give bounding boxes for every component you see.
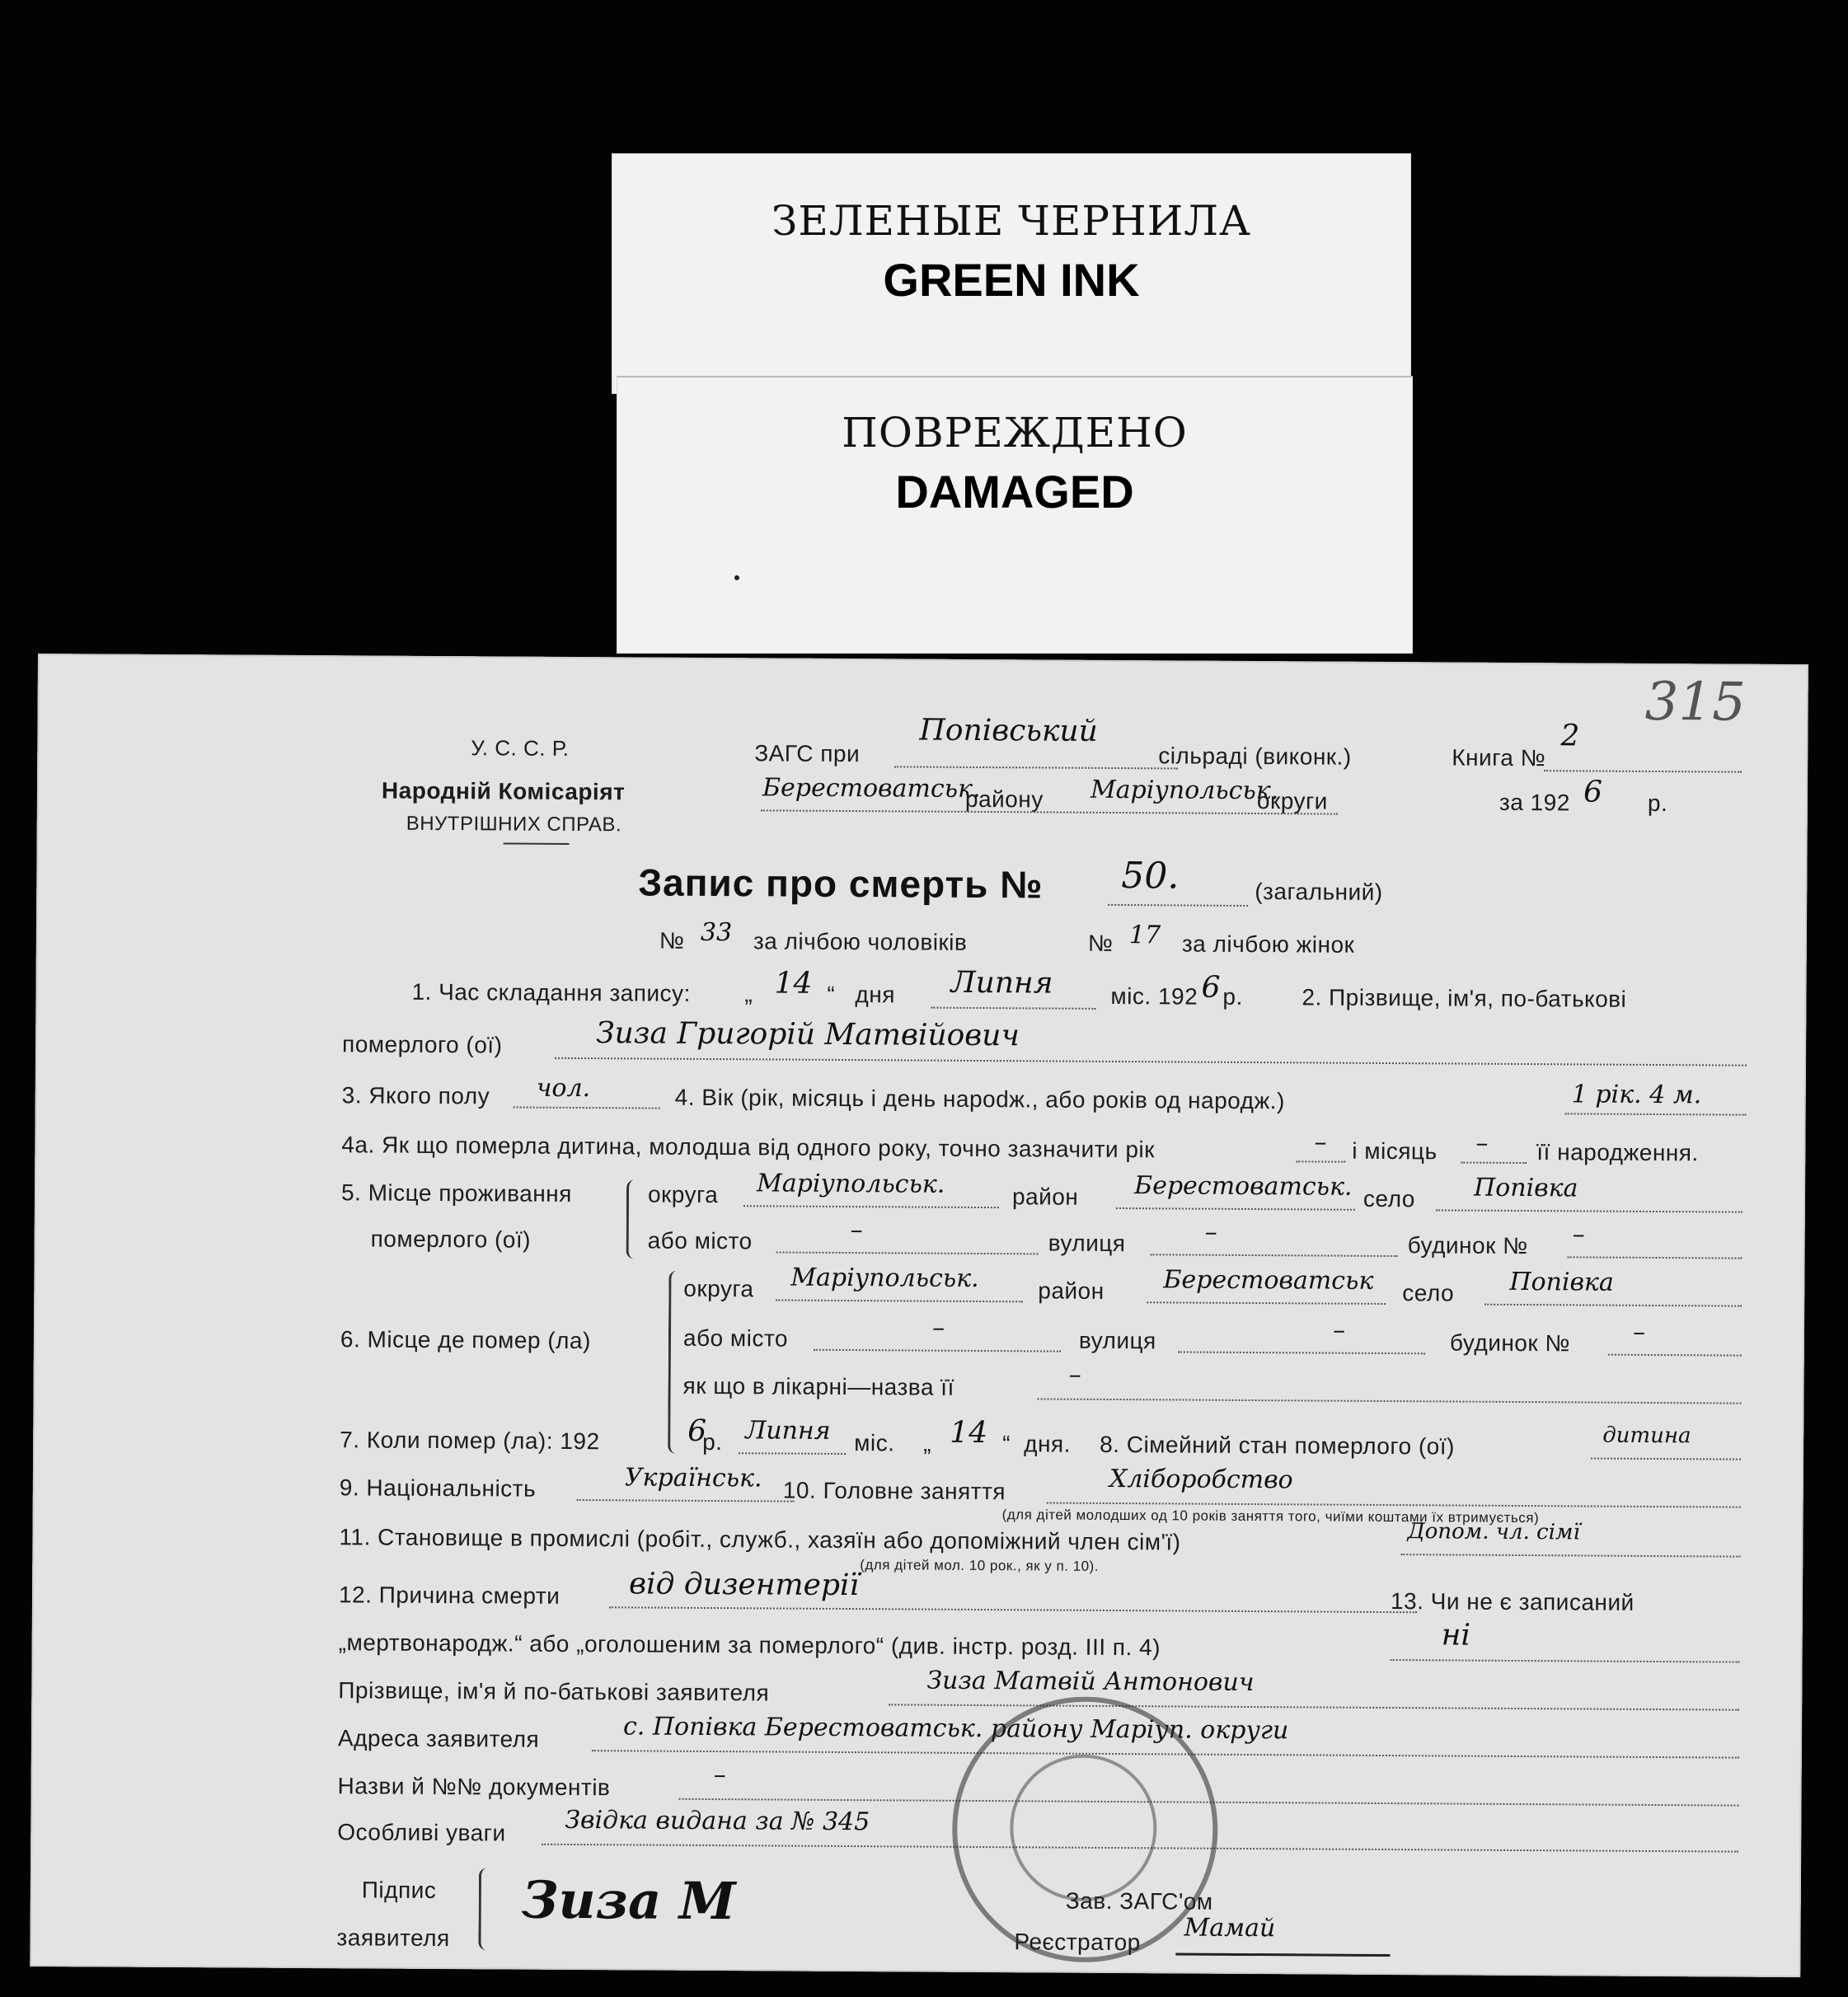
women-num-label: № bbox=[1087, 930, 1114, 956]
internal-affairs-label: ВНУТРІШНИХ СПРАВ. bbox=[406, 812, 622, 837]
f2-label2: померлого (ої) bbox=[342, 1031, 503, 1058]
f7-dnya: дня. bbox=[1024, 1431, 1072, 1457]
form-title: Запис про смерть № bbox=[638, 860, 1044, 907]
f11-note: (для дітей мол. 10 рок., як у п. 10). bbox=[860, 1557, 1100, 1574]
f1-label: 1. Час складання запису: bbox=[411, 978, 691, 1006]
women-count-label: за лічбою жінок bbox=[1181, 931, 1355, 958]
f1-day-hw: 14 bbox=[774, 966, 813, 1001]
green-ink-notice-card bbox=[612, 153, 1411, 394]
year-hw: 6 bbox=[1583, 775, 1603, 809]
registrar-signature: Мамай bbox=[1184, 1913, 1276, 1943]
dotted-line bbox=[1436, 1209, 1742, 1212]
f11-hw: Допом. чл. сімї bbox=[1407, 1519, 1580, 1545]
f5-label2: померлого (ої) bbox=[370, 1226, 532, 1253]
dotted-line bbox=[1178, 1351, 1425, 1354]
f1-quote-open: „ bbox=[744, 981, 753, 1007]
notes-label: Особливі уваги bbox=[337, 1819, 506, 1846]
dotted-line bbox=[577, 1499, 795, 1502]
dotted-line bbox=[1591, 1458, 1741, 1460]
dotted-line bbox=[1400, 1554, 1740, 1558]
registrar-label: Реєстратор bbox=[1014, 1929, 1141, 1956]
f6-selo: село bbox=[1402, 1280, 1455, 1306]
f7-quote-open: „ bbox=[923, 1430, 932, 1456]
docs-hw: – bbox=[713, 1760, 726, 1790]
damaged-ru-text: ПОВРЕЖДЕНО bbox=[842, 409, 1188, 457]
f6-bud: будинок № bbox=[1449, 1329, 1571, 1357]
dotted-line bbox=[761, 809, 1338, 814]
dotted-line bbox=[776, 1251, 1039, 1254]
dotted-line bbox=[1568, 1256, 1742, 1259]
f10-note: (для дітей молодших од 10 років заняття того, чиїми коштами їх втримується) bbox=[1001, 1507, 1540, 1526]
okrug-hw: Маріупольськ. bbox=[1090, 775, 1279, 806]
f6-label: 6. Місце де помер (ла) bbox=[340, 1326, 591, 1354]
f7-r: р. bbox=[702, 1428, 723, 1456]
dotted-line bbox=[609, 1606, 1417, 1613]
dotted-line bbox=[894, 766, 1178, 769]
f5-label: 5. Місце проживання bbox=[340, 1179, 572, 1207]
year-suffix: р. bbox=[1647, 790, 1668, 817]
dotted-line bbox=[1608, 1354, 1742, 1357]
f13-hw: ні bbox=[1441, 1618, 1471, 1652]
village-council-hw: Попівський bbox=[919, 713, 1098, 748]
dotted-line bbox=[1116, 1207, 1355, 1211]
sign-label1: Підпис bbox=[361, 1877, 437, 1903]
f5-okruga: округа bbox=[647, 1181, 719, 1208]
okrugy-label: округи bbox=[1256, 788, 1328, 814]
f5-brace bbox=[626, 1179, 641, 1259]
dotted-line bbox=[1544, 770, 1742, 772]
address-label: Адреса заявителя bbox=[337, 1725, 540, 1752]
dotted-line bbox=[931, 1007, 1095, 1010]
f2-label: 2. Прізвище, ім'я, по-батькові bbox=[1302, 984, 1627, 1012]
f5-okruga-hw: Маріупольськ. bbox=[756, 1169, 945, 1199]
dotted-line bbox=[739, 1452, 846, 1455]
f5-vul: вулиця bbox=[1048, 1230, 1126, 1257]
f5-selo: село bbox=[1363, 1185, 1415, 1212]
address-hw: с. Попівка Берестоватськ. району Маріуп. округи bbox=[622, 1712, 1289, 1746]
silradi-label: сільраді (виконк.) bbox=[1158, 743, 1352, 770]
f12-label: 12. Причина смерти bbox=[338, 1582, 560, 1609]
f7-quote-close: “ bbox=[1002, 1431, 1011, 1457]
ink-dot bbox=[734, 575, 739, 580]
dotted-line bbox=[1296, 1160, 1345, 1162]
f5-bud-hw: – bbox=[1572, 1220, 1585, 1249]
dotted-line bbox=[1565, 1113, 1747, 1115]
f6-misto: або місто bbox=[682, 1324, 789, 1352]
f12-hw: від дизентерії bbox=[628, 1567, 860, 1603]
general-label: (загальний) bbox=[1255, 879, 1383, 905]
dotted-line bbox=[514, 1107, 660, 1109]
sign-label2: заявителя bbox=[336, 1924, 450, 1952]
ussr-label: У. С. С. Р. bbox=[471, 735, 570, 761]
dotted-line bbox=[1147, 1301, 1386, 1305]
dotted-line bbox=[743, 1205, 999, 1208]
book-number-hw: 2 bbox=[1560, 719, 1580, 753]
year-label: за 192 bbox=[1499, 789, 1570, 816]
f5-rayon: район bbox=[1011, 1184, 1079, 1210]
damaged-notice-card bbox=[617, 376, 1413, 654]
f6-okruga-hw: Маріупольськ. bbox=[790, 1263, 979, 1293]
district-hw: Берестоватськ. bbox=[762, 773, 981, 804]
zags-label: ЗАГС при bbox=[754, 740, 861, 767]
f7-month-hw: Липня bbox=[745, 1416, 831, 1446]
men-num-label: № bbox=[659, 927, 685, 954]
f9-hw: Українськ. bbox=[624, 1463, 762, 1493]
f5-rayon-hw: Берестоватськ. bbox=[1133, 1171, 1353, 1202]
notes-hw: Звідка видана за № 345 bbox=[565, 1805, 870, 1837]
record-number-hw: 50. bbox=[1121, 855, 1180, 898]
f11-label: 11. Становище в промислі (робіт., служб., хазяїн або допоміжний член сім'ї) bbox=[339, 1524, 1181, 1555]
f7-label: 7. Коли помер (ла): 192 bbox=[340, 1427, 600, 1455]
f1-mis: міс. 192 bbox=[1110, 982, 1198, 1010]
f7-mis: міс. bbox=[854, 1430, 895, 1456]
rayonu-label: району bbox=[964, 785, 1044, 813]
f1-r: р. bbox=[1222, 983, 1243, 1010]
f1-month-hw: Липня bbox=[950, 965, 1053, 1001]
f9-label: 9. Національність bbox=[339, 1474, 537, 1502]
f6-brace bbox=[668, 1271, 682, 1454]
book-label: Книга № bbox=[1452, 744, 1546, 771]
f3-label: 3. Якого полу bbox=[341, 1082, 490, 1109]
deceased-name-hw: Зиза Григорій Матвійович bbox=[596, 1016, 1020, 1053]
green-ink-ru-text: ЗЕЛЕНЫЕ ЧЕРНИЛА bbox=[772, 197, 1251, 245]
applicant-signature: Зиза М bbox=[521, 1869, 736, 1932]
applicant-label: Прізвище, ім'я й по-батькові заявителя bbox=[338, 1677, 770, 1706]
f6-rayon: район bbox=[1038, 1277, 1105, 1304]
page-number: 315 bbox=[1644, 671, 1747, 734]
death-record-form bbox=[30, 654, 1808, 1977]
age-hw: 1 рік. 4 м. bbox=[1571, 1080, 1702, 1110]
f1-year-hw: 6 bbox=[1201, 970, 1221, 1005]
f5-bud: будинок № bbox=[1407, 1232, 1528, 1259]
f7-day-hw: 14 bbox=[950, 1415, 988, 1451]
f6-rayon-hw: Берестоватськ bbox=[1163, 1265, 1374, 1296]
dotted-line bbox=[1484, 1304, 1742, 1307]
docs-label: Назви й №№ документів bbox=[337, 1773, 611, 1801]
f6-bud-hw: – bbox=[1632, 1317, 1646, 1347]
f5-vul-hw: – bbox=[1204, 1217, 1217, 1247]
f4a-month-hw: – bbox=[1475, 1128, 1489, 1158]
green-ink-en-text: GREEN INK bbox=[883, 254, 1140, 306]
f4a-month-label: і місяць bbox=[1352, 1137, 1438, 1165]
dotted-line bbox=[814, 1349, 1061, 1352]
f1-day-word: дня bbox=[855, 982, 896, 1008]
dotted-line bbox=[1108, 904, 1248, 907]
f10-hw: Хліборобство bbox=[1109, 1464, 1293, 1495]
damaged-en-text: DAMAGED bbox=[895, 466, 1134, 518]
men-count-label: за лічбою чоловіків bbox=[753, 928, 968, 955]
f6-misto-hw: – bbox=[931, 1313, 945, 1343]
dotted-line bbox=[889, 1704, 1739, 1710]
registrar-sign-line bbox=[1175, 1952, 1390, 1957]
f10-label: 10. Головне заняття bbox=[782, 1477, 1006, 1505]
f6-okruga: округа bbox=[683, 1275, 754, 1302]
applicant-hw: Зиза Матвій Антонович bbox=[926, 1666, 1255, 1698]
f4a-year-hw: – bbox=[1314, 1127, 1327, 1157]
dotted-line bbox=[1391, 1659, 1740, 1663]
f6-selo-hw: Попівка bbox=[1509, 1267, 1614, 1297]
f6-hosp-hw: – bbox=[1068, 1360, 1081, 1390]
women-count-hw: 17 bbox=[1128, 921, 1161, 950]
f5-misto-hw: – bbox=[850, 1216, 863, 1245]
f13-label2: „мертвонародж.“ або „оголошеним за померлого“ (див. інстр. розд. III п. 4) bbox=[338, 1629, 1161, 1661]
dotted-line bbox=[1151, 1254, 1398, 1257]
dotted-line bbox=[555, 1057, 1747, 1066]
zags-head-label: Зав. ЗАГС'ом bbox=[1065, 1887, 1213, 1915]
f7-year-hw: 6 bbox=[687, 1413, 707, 1448]
f6-vul-hw: – bbox=[1332, 1315, 1346, 1345]
f4a-tail: її народження. bbox=[1536, 1139, 1699, 1166]
dotted-line bbox=[1461, 1162, 1527, 1164]
sign-brace bbox=[478, 1868, 493, 1950]
dotted-line bbox=[1037, 1398, 1741, 1404]
sex-hw: чол. bbox=[536, 1073, 591, 1104]
men-count-hw: 33 bbox=[700, 917, 733, 948]
f6-hosp: як що в лікарні—назва її bbox=[682, 1372, 954, 1400]
f6-vul: вулиця bbox=[1078, 1327, 1156, 1354]
dotted-line bbox=[776, 1299, 1023, 1302]
f8-label: 8. Сімейний стан померлого (ої) bbox=[1100, 1431, 1455, 1460]
f8-hw: дитина bbox=[1602, 1423, 1691, 1449]
f5-selo-hw: Попівка bbox=[1473, 1173, 1578, 1203]
header-divider bbox=[504, 842, 570, 844]
f1-quote-close: “ bbox=[827, 981, 836, 1007]
office-stamp bbox=[951, 1696, 1218, 1963]
f13-label: 13. Чи не є записаний bbox=[1390, 1588, 1635, 1615]
f4-label: 4. Вік (рік, місяць і день нарodж., або років од народж.) bbox=[674, 1084, 1285, 1114]
f4a-label: 4а. Як що померла дитина, молодша від одного року, точно зазначити рік bbox=[341, 1132, 1156, 1163]
commissariat-label: Народній Комісаріят bbox=[381, 777, 626, 805]
f5-misto: або місто bbox=[647, 1227, 753, 1254]
